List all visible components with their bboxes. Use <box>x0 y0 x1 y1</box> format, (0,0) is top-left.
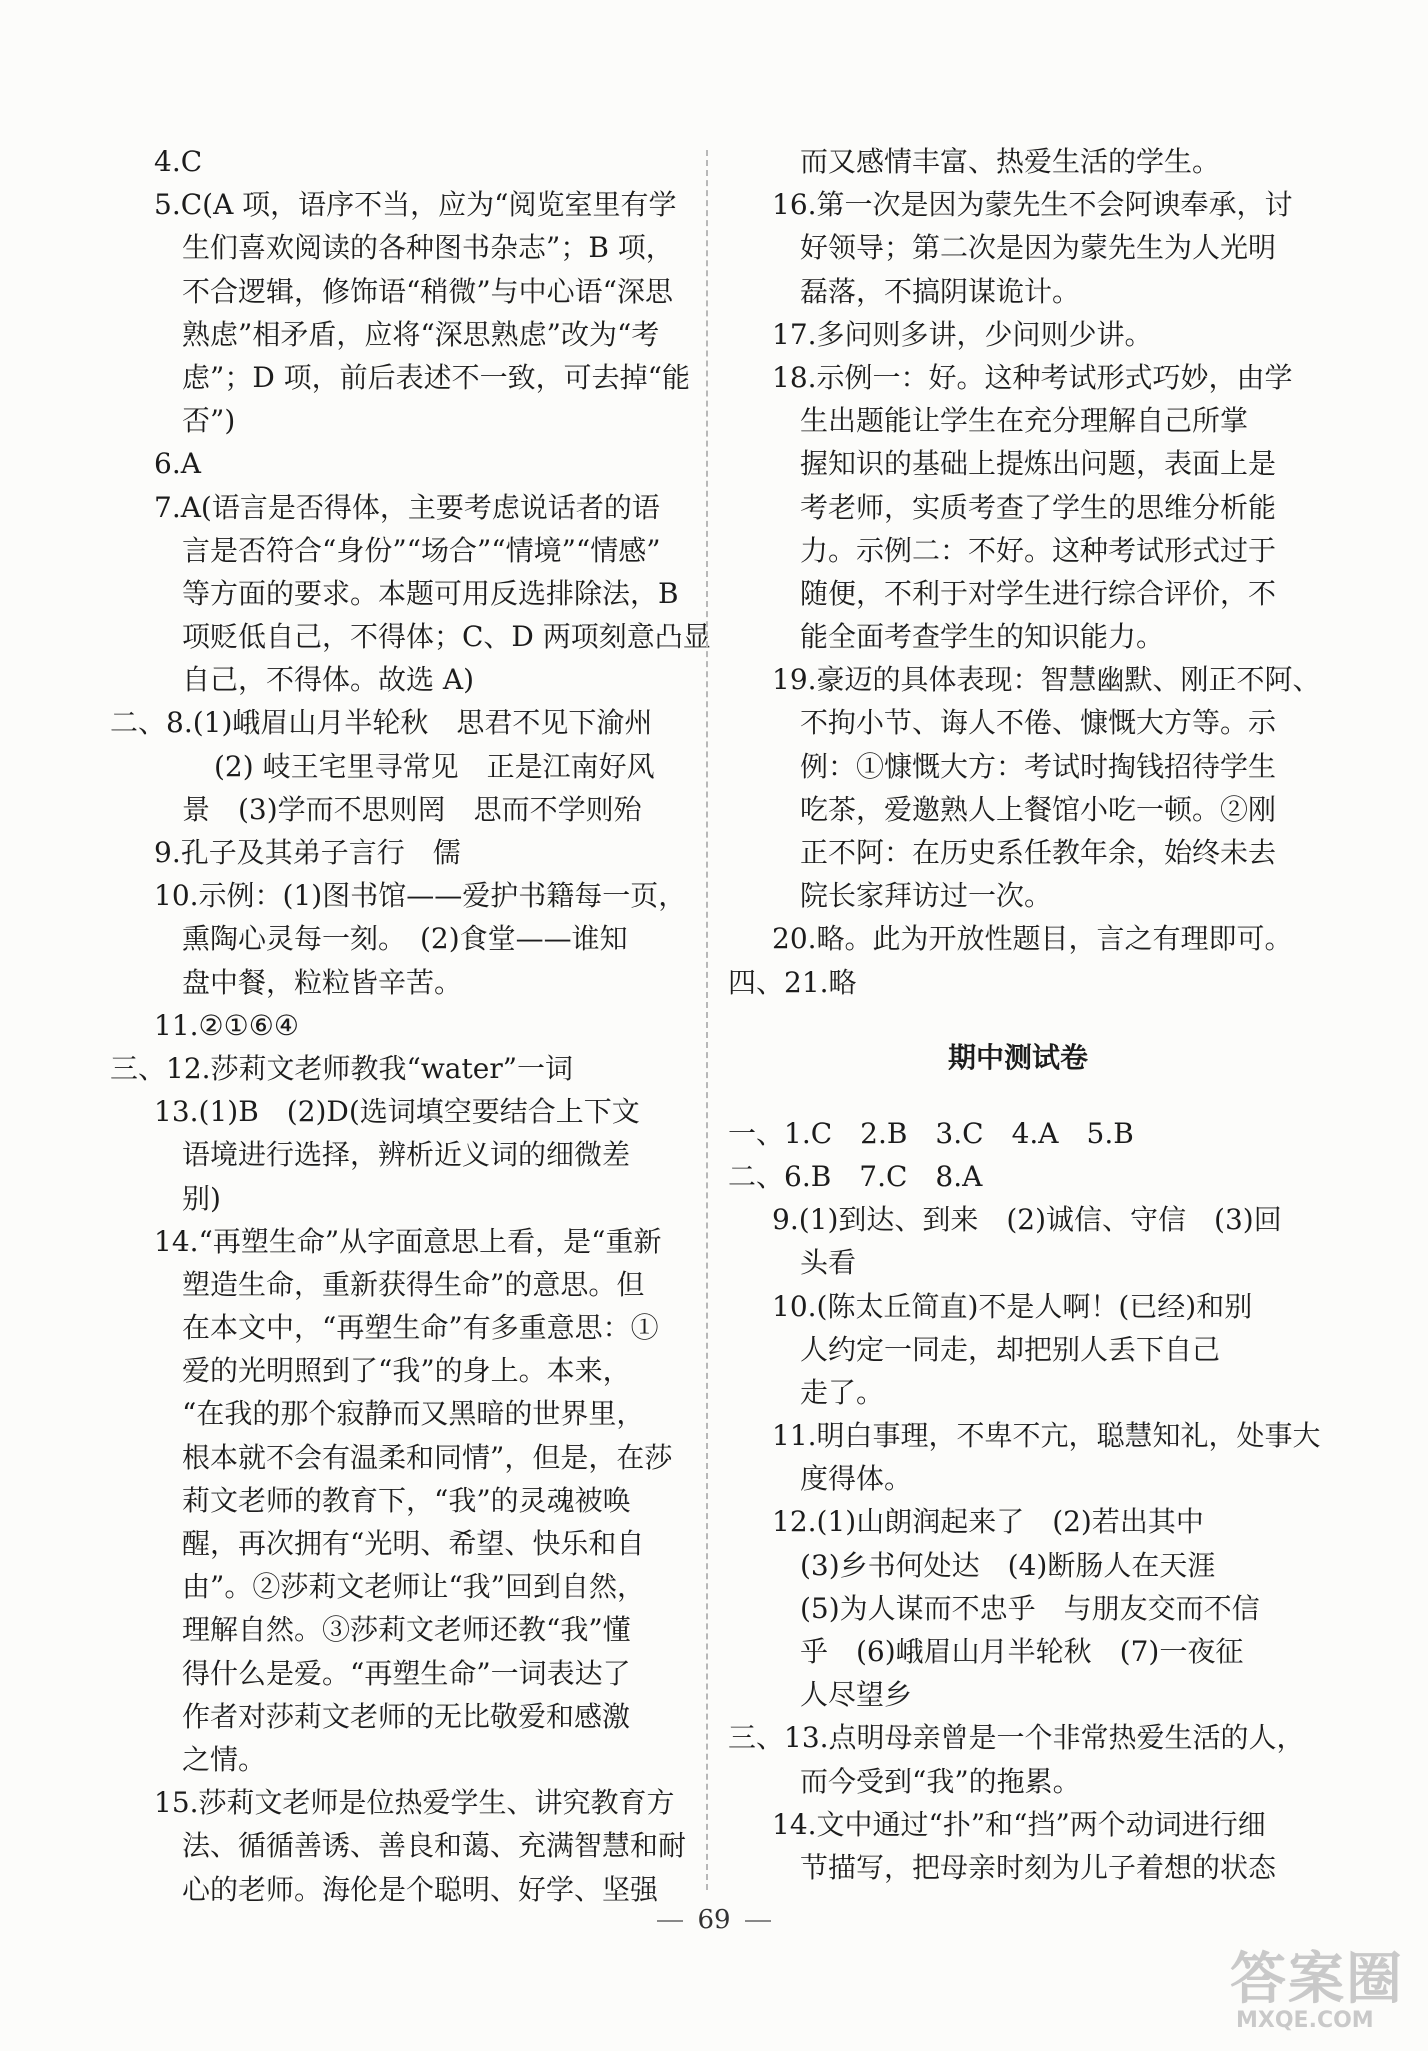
text-line: 别) <box>182 1181 221 1215</box>
text-line: 莉文老师的教育下，“我”的灵魂被唤 <box>182 1483 631 1517</box>
section-gap <box>728 1090 1308 1112</box>
text-line: 17.多问则多讲，少问则少讲。 <box>772 317 1153 351</box>
left-column <box>110 140 711 1911</box>
text-line: 二、6.B 7.C 8.A <box>728 1159 983 1193</box>
text-line: 13.(1)B (2)D(选词填空要结合上下文 <box>154 1095 640 1129</box>
text-line: 言是否符合“身份”“场合”“情境”“情感” <box>182 533 661 567</box>
text-line: 18.示例一：好。这种考试形式巧妙，由学 <box>772 360 1293 394</box>
footer-dash-right <box>745 1920 771 1922</box>
text-line: 醒，再次拥有“光明、希望、快乐和自 <box>182 1527 645 1560</box>
text-line: 生们喜欢阅读的各种图书杂志”；B 项， <box>182 231 674 265</box>
text-line: 头看 <box>800 1246 857 1280</box>
text-line: 走了。 <box>800 1375 885 1409</box>
text-line: 10.(陈太丘简直)不是人啊！(已经)和别 <box>772 1289 1253 1323</box>
text-line: 根本就不会有温柔和同情”，但是，在莎 <box>182 1440 673 1474</box>
text-line: 人约定一同走，却把别人丢下自己 <box>800 1332 1221 1366</box>
text-line: 吃茶，爱邀熟人上餐馆小吃一顿。②刚 <box>800 792 1277 826</box>
text-line: 否”) <box>182 404 236 438</box>
section-gap <box>728 1004 1308 1026</box>
page-footer <box>0 1905 1428 1935</box>
text-line: 磊落，不搞阴谋诡计。 <box>800 274 1081 308</box>
text-line: 法、循循善诱、善良和蔼、充满智慧和耐 <box>182 1829 687 1863</box>
text-line: 14.文中通过“扑”和“挡”两个动词进行细 <box>772 1807 1266 1841</box>
text-line: 例：①慷慨大方：考试时掏钱招待学生 <box>800 749 1277 783</box>
text-line: 9.(1)到达、到来 (2)诚信、守信 (3)回 <box>772 1203 1282 1237</box>
text-line: 4.C <box>154 145 203 178</box>
right-bottom-block <box>728 1112 1321 1889</box>
text-line: 节描写，把母亲时刻为儿子着想的状态 <box>800 1850 1277 1884</box>
text-line: 四、21.略 <box>728 965 857 999</box>
text-line: 之情。 <box>182 1742 267 1776</box>
footer-dash-left <box>657 1920 683 1922</box>
text-line: 考老师，实质考查了学生的思维分析能 <box>800 490 1277 524</box>
text-line: 自己，不得体。故选 A) <box>182 663 475 697</box>
text-line: 熏陶心灵每一刻。 (2)食堂——谁知 <box>182 922 628 956</box>
text-line: 理解自然。③莎莉文老师还教“我”懂 <box>182 1613 631 1647</box>
text-line: 在本文中，“再塑生命”有多重意思：① <box>182 1311 659 1345</box>
text-line: 握知识的基础上提炼出问题，表面上是 <box>800 447 1277 481</box>
text-line: 不拘小节、诲人不倦、慷慨大方等。示 <box>800 706 1277 740</box>
text-line: 正不阿：在历史系任教年余，始终未去 <box>800 836 1277 869</box>
watermark-url: MXQE.COM <box>1236 2008 1374 2033</box>
section-title: 期中测试卷 <box>947 1040 1088 1074</box>
text-line: 一、1.C 2.B 3.C 4.A 5.B <box>728 1116 1134 1150</box>
text-line: “在我的那个寂静而又黑暗的世界里， <box>182 1397 645 1431</box>
right-column <box>728 140 1321 1889</box>
text-line: 好领导；第二次是因为蒙先生为人光明 <box>800 231 1277 265</box>
text-line: 12.(1)山朗润起来了 (2)若出其中 <box>772 1505 1204 1539</box>
text-line: 三、12.莎莉文老师教我“water”一词 <box>110 1051 574 1085</box>
text-line: 三、13.点明母亲曾是一个非常热爱生活的人， <box>728 1721 1305 1755</box>
text-line: 5.C(A 项，语序不当，应为“阅览室里有学 <box>154 188 677 222</box>
watermark-text: 答案圈 <box>1230 1947 1404 2012</box>
right-top-block <box>728 140 1321 1004</box>
text-line: 不合逻辑，修饰语“稍微”与中心语“深思 <box>182 274 673 308</box>
text-line: 能全面考查学生的知识能力。 <box>800 620 1165 654</box>
text-line: 16.第一次是因为蒙先生不会阿谀奉承，讨 <box>772 188 1293 222</box>
text-line: 院长家拜访过一次。 <box>800 879 1053 913</box>
text-line: 人尽望乡 <box>800 1678 913 1712</box>
text-line: 乎 (6)峨眉山月半轮秋 (7)一夜征 <box>800 1635 1244 1668</box>
text-line: 由”。②莎莉文老师让“我”回到自然， <box>182 1570 645 1604</box>
text-line: 度得体。 <box>800 1462 913 1496</box>
text-line: (3)乡书何处达 (4)断肠人在天涯 <box>800 1548 1216 1582</box>
text-line: (5)为人谋而不忠乎 与朋友交而不信 <box>800 1591 1260 1625</box>
text-line: 11.明白事理，不卑不亢，聪慧知礼，处事大 <box>772 1419 1321 1453</box>
text-line: 塑造生命，重新获得生命”的意思。但 <box>182 1267 645 1301</box>
watermark-logo <box>1220 1931 1410 2041</box>
text-line: 随便，不利于对学生进行综合评价，不 <box>800 576 1277 610</box>
text-line: 7.A(语言是否得体，主要考虑说话者的语 <box>154 490 660 524</box>
text-line: 19.豪迈的具体表现：智慧幽默、刚正不阿、 <box>772 663 1321 697</box>
text-line: 6.A <box>154 447 201 481</box>
text-line: 盘中餐，粒粒皆辛苦。 <box>182 965 463 999</box>
text-line: 生出题能让学生在充分理解自己所掌 <box>800 404 1249 438</box>
text-line: 语境进行选择，辨析近义词的细微差 <box>182 1138 631 1172</box>
text-line: 10.示例：(1)图书馆——爱护书籍每一页， <box>154 879 687 913</box>
text-line: 二、8.(1)峨眉山月半轮秋 思君不见下渝州 <box>110 706 653 740</box>
text-line: 而又感情丰富、热爱生活的学生。 <box>800 145 1221 178</box>
text-line: 作者对莎莉文老师的无比敬爱和感激 <box>182 1699 631 1733</box>
text-line: (2) 岐王宅里寻常见 正是江南好风 <box>214 749 655 783</box>
text-line: 等方面的要求。本题可用反选排除法，B <box>182 576 679 610</box>
page-number: 69 <box>697 1905 731 1935</box>
text-line: 虑”；D 项，前后表述不一致，可去掉“能 <box>182 360 690 394</box>
text-line: 9.孔子及其弟子言行 儒 <box>154 836 461 869</box>
text-line: 熟虑”相矛盾，应将“深思熟虑”改为“考 <box>182 317 660 351</box>
text-line: 力。示例二：不好。这种考试形式过于 <box>800 533 1277 567</box>
text-line: 14.“再塑生命”从字面意思上看，是“重新 <box>154 1224 662 1258</box>
text-line: 而今受到“我”的拖累。 <box>800 1764 1081 1798</box>
column-divider <box>706 150 708 1890</box>
text-line: 心的老师。海伦是个聪明、好学、坚强 <box>182 1872 659 1906</box>
text-line: 爱的光明照到了“我”的身上。本来， <box>182 1354 631 1388</box>
text-line: 20.略。此为开放性题目，言之有理即可。 <box>772 922 1293 956</box>
text-line: 11.②①⑥④ <box>154 1008 299 1042</box>
text-line: 15.莎莉文老师是位热爱学生、讲究教育方 <box>154 1786 675 1820</box>
text-line: 项贬低自己，不得体；C、D 两项刻意凸显 <box>182 620 711 654</box>
text-line: 景 (3)学而不思则罔 思而不学则殆 <box>182 792 642 826</box>
text-line: 得什么是爱。“再塑生命”一词表达了 <box>182 1656 631 1690</box>
